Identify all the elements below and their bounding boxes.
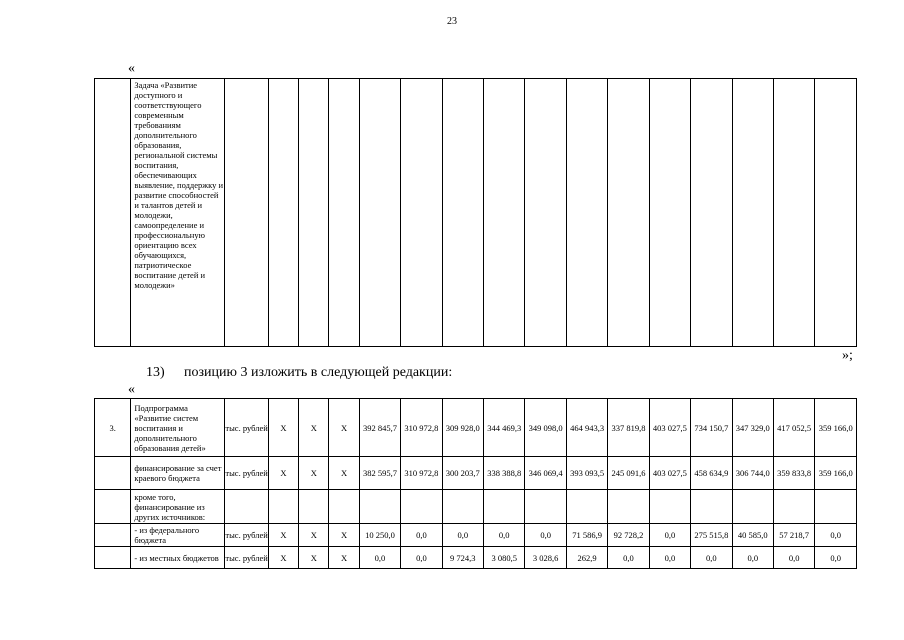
row-number: [95, 524, 131, 547]
task-cell: [359, 79, 400, 347]
row-value: 0,0: [401, 547, 442, 569]
row-value: 359 166,0: [815, 457, 857, 490]
row-value: [566, 490, 607, 524]
table-row: [95, 490, 857, 524]
row-value: 359 833,8: [773, 457, 814, 490]
row-name: - из федерального бюджета: [131, 524, 225, 547]
row-value: 382 595,7: [359, 457, 400, 490]
task-cell: [225, 79, 268, 347]
task-cell: [566, 79, 607, 347]
task-cell: [525, 79, 566, 347]
row-x-cell: X: [329, 457, 359, 490]
row-x-cell: X: [268, 547, 298, 569]
row-value: 393 093,5: [566, 457, 607, 490]
row-x-cell: X: [329, 547, 359, 569]
row-x-cell: [299, 490, 329, 524]
row-value: 417 052,5: [773, 399, 814, 457]
position-3-rows: [95, 399, 857, 569]
row-value: 0,0: [773, 547, 814, 569]
table-row: [95, 547, 857, 569]
row-value: 306 744,0: [732, 457, 773, 490]
task-cell: [691, 79, 732, 347]
row-x-cell: [329, 490, 359, 524]
task-cell: [608, 79, 649, 347]
row-number: [95, 490, 131, 524]
row-x-cell: [268, 490, 298, 524]
row-value: 458 634,9: [691, 457, 732, 490]
row-value: 464 943,3: [566, 399, 607, 457]
row-value: 0,0: [732, 547, 773, 569]
instruction-text: позицию 3 изложить в следующей редакции:: [184, 365, 453, 380]
row-value: 347 329,0: [732, 399, 773, 457]
task-table: [94, 78, 857, 347]
row-x-cell: X: [329, 399, 359, 457]
row-value: [773, 490, 814, 524]
row-name: Подпрограмма «Развитие систем воспитания и дополнительного образования детей»: [131, 399, 225, 457]
row-value: 0,0: [359, 547, 400, 569]
row-value: 275 515,8: [691, 524, 732, 547]
row-x-cell: X: [299, 524, 329, 547]
row-value: 0,0: [442, 524, 483, 547]
task-num-cell: [95, 79, 131, 347]
row-number: 3.: [95, 399, 131, 457]
row-name: кроме того, финансирование из других источников:: [131, 490, 225, 524]
table-row: [95, 399, 857, 457]
row-value: 0,0: [649, 547, 690, 569]
task-cell: [442, 79, 483, 347]
row-value: 92 728,2: [608, 524, 649, 547]
row-x-cell: X: [268, 399, 298, 457]
row-value: [608, 490, 649, 524]
open-quote-top: «: [128, 61, 135, 76]
row-x-cell: X: [268, 524, 298, 547]
row-unit: тыс. рублей: [225, 547, 268, 569]
row-value: 262,9: [566, 547, 607, 569]
row-value: [401, 490, 442, 524]
row-value: 403 027,5: [649, 399, 690, 457]
row-name: - из местных бюджетов: [131, 547, 225, 569]
instruction-line: [146, 365, 452, 381]
position-3-table: [94, 398, 857, 569]
row-x-cell: X: [299, 457, 329, 490]
row-number: [95, 547, 131, 569]
row-value: 310 972,8: [401, 399, 442, 457]
row-value: 392 845,7: [359, 399, 400, 457]
row-x-cell: X: [299, 399, 329, 457]
row-value: [525, 490, 566, 524]
row-unit: [225, 490, 268, 524]
row-value: 57 218,7: [773, 524, 814, 547]
row-value: 300 203,7: [442, 457, 483, 490]
close-quote: »;: [842, 348, 853, 363]
row-value: 349 098,0: [525, 399, 566, 457]
row-value: [649, 490, 690, 524]
task-cell: [732, 79, 773, 347]
row-value: 309 928,0: [442, 399, 483, 457]
row-value: 359 166,0: [815, 399, 857, 457]
task-cell: [329, 79, 359, 347]
row-x-cell: X: [268, 457, 298, 490]
row-value: [732, 490, 773, 524]
row-value: 40 585,0: [732, 524, 773, 547]
row-unit: тыс. рублей: [225, 399, 268, 457]
task-cell: [401, 79, 442, 347]
row-value: 734 150,7: [691, 399, 732, 457]
row-value: 0,0: [484, 524, 525, 547]
row-value: 10 250,0: [359, 524, 400, 547]
open-quote-bottom: «: [128, 382, 135, 397]
row-value: [359, 490, 400, 524]
row-value: 346 069,4: [525, 457, 566, 490]
row-value: 0,0: [815, 547, 857, 569]
instruction-number: 13): [146, 365, 165, 380]
task-cell: [484, 79, 525, 347]
row-value: [815, 490, 857, 524]
row-value: 245 091,6: [608, 457, 649, 490]
task-cell: [773, 79, 814, 347]
row-x-cell: X: [329, 524, 359, 547]
row-value: 337 819,8: [608, 399, 649, 457]
row-unit: тыс. рублей: [225, 524, 268, 547]
row-value: 0,0: [691, 547, 732, 569]
table-row: [95, 457, 857, 490]
task-cell: [299, 79, 329, 347]
row-number: [95, 457, 131, 490]
row-value: [691, 490, 732, 524]
task-cell: [649, 79, 690, 347]
row-value: 310 972,8: [401, 457, 442, 490]
task-cell: [815, 79, 857, 347]
row-value: 0,0: [649, 524, 690, 547]
row-value: 0,0: [815, 524, 857, 547]
row-value: 403 027,5: [649, 457, 690, 490]
task-cell: [268, 79, 298, 347]
row-value: [484, 490, 525, 524]
row-value: 0,0: [525, 524, 566, 547]
row-unit: тыс. рублей: [225, 457, 268, 490]
row-value: 3 080,5: [484, 547, 525, 569]
row-value: 71 586,9: [566, 524, 607, 547]
page-number: 23: [447, 16, 457, 27]
row-value: 0,0: [608, 547, 649, 569]
row-value: 0,0: [401, 524, 442, 547]
row-value: 344 469,3: [484, 399, 525, 457]
row-x-cell: X: [299, 547, 329, 569]
row-value: [442, 490, 483, 524]
row-value: 3 028,6: [525, 547, 566, 569]
row-name: финансирование за счет краевого бюджета: [131, 457, 225, 490]
task-text: Задача «Развитие доступного и соответствующего современным требованиям дополнительного образования, региональной системы воспитания, обеспечивающих выявление, поддержку и развитие способностей и талантов детей и молодежи, самоопределение и профессиональную ориентацию всех обучающихся, патриотическое воспитание детей и молодежи»: [131, 79, 225, 347]
table-row: [95, 524, 857, 547]
row-value: 9 724,3: [442, 547, 483, 569]
task-row: [95, 79, 857, 347]
row-value: 338 388,8: [484, 457, 525, 490]
